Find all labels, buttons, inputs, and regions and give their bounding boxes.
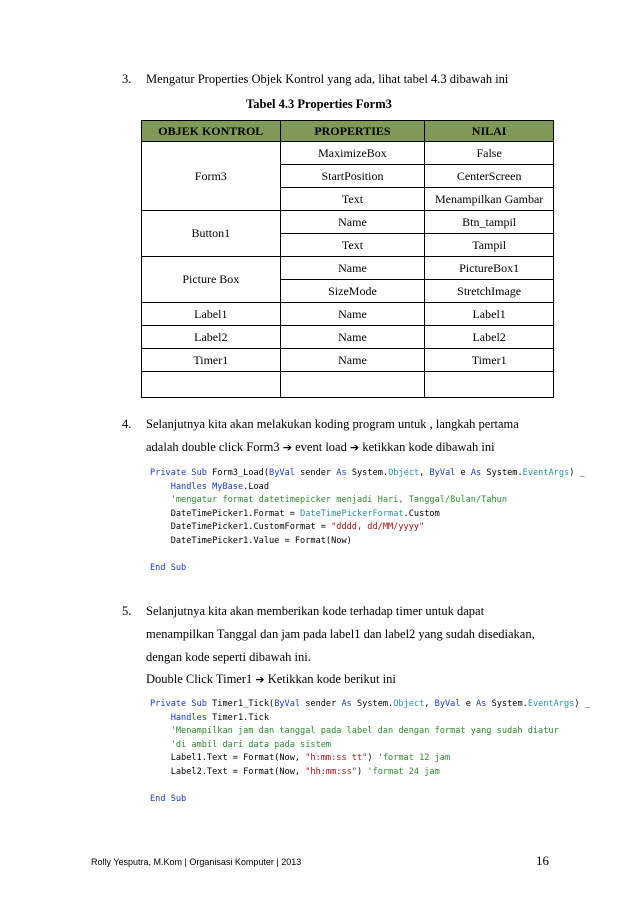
table-row-empty [142,372,554,398]
table-row [142,142,554,165]
table-cell-value: Label2 [425,326,554,349]
step-5-line-3: dengan kode seperti dibawah ini. [146,650,311,664]
table-cell-empty [142,372,281,398]
table-cell-empty [280,372,425,398]
table-cell-empty [425,372,554,398]
table-cell-value: Btn_tampil [425,211,554,234]
table-cell-value: PictureBox1 [425,257,554,280]
code-block-timer-tick [150,698,590,806]
code-line: Private Sub Form3_Load(ByVal sender As System.Object, ByVal e As System.EventArgs) _ [150,468,585,478]
step-3-text: Mengatur Properties Objek Kontrol yang ada, lihat tabel 4.3 dibawah ini [146,72,509,86]
table-cell-property: Name [280,303,425,326]
code-comment: 'Menampilkan jam dan tanggal pada label dan dengan format yang sudah diatur [170,726,559,736]
table-cell-object: Timer1 [142,349,281,372]
code-line: DateTimePicker1.Format = DateTimePickerFormat.Custom [170,508,440,519]
page-footer: Rolly Yesputra, M.Kom | Organisasi Komputer | 2013 [91,857,302,867]
table-row [142,303,554,326]
table-cell-value: StretchImage [425,280,554,303]
table-cell-property: StartPosition [280,165,425,188]
code-comment: 'mengatur format datetimepicker menjadi Hari, Tanggal/Bulan/Tahun [170,495,508,505]
table-cell-property: SizeMode [280,280,425,303]
page-number: 16 [536,853,549,868]
step-3-number: 3. [122,72,132,86]
table-cell-object: Picture Box [142,257,281,303]
table-header-cell: PROPERTIES [280,121,425,142]
table-cell-property: Name [280,211,425,234]
table-cell-value: CenterScreen [425,165,554,188]
step-4-number: 4. [122,417,132,431]
step-4-line-1: Selanjutnya kita akan melakukan koding program untuk , langkah pertama [146,417,519,431]
table-caption: Tabel 4.3 Properties Form3 [246,97,392,111]
table-cell-object: Label1 [142,303,281,326]
step-4-line-2-part-1: adalah double click Form3 [146,440,283,454]
code-line: DateTimePicker1.CustomFormat = "dddd, dd/MM/yyyy" [170,522,425,532]
table-row [142,326,554,349]
table-cell-object: Label2 [142,326,281,349]
step-4-line-2-part-2: event load [292,440,350,454]
step-5-line-4-part-1: Double Click Timer1 [146,672,256,686]
table-cell-value: False [425,142,554,165]
table-header-cell: OBJEK KONTROL [142,121,281,142]
table-cell-value: Tampil [425,234,554,257]
table-header-row [142,121,554,142]
table-cell-value: Label1 [425,303,554,326]
step-4-line-2-part-3: ketikkan kode dibawah ini [359,440,495,454]
code-line: Handles MyBase.Load [170,481,270,492]
table-cell-property: Text [280,234,425,257]
arrow-right-icon: ➔ [349,441,360,454]
arrow-right-icon: ➔ [255,673,265,686]
code-line: Label2.Text = Format(Now, "hh:mm:ss") 'format 24 jam [170,766,440,777]
step-5-number: 5. [122,604,132,618]
code-line: Private Sub Timer1_Tick(ByVal sender As System.Object, ByVal e As System.EventArgs) _ [150,699,590,709]
code-comment: 'di ambil dari data pada sistem [170,739,332,750]
step-4-line-2 [146,440,495,455]
code-line: DateTimePicker1.Value = Format(Now) [170,535,352,546]
arrow-right-icon: ➔ [282,441,292,454]
table-row [142,211,554,234]
code-end-sub: End Sub [150,562,187,573]
step-5-line-4 [146,672,396,687]
code-end-sub: End Sub [150,793,187,804]
table-cell-value: Timer1 [425,349,554,372]
table-row [142,257,554,280]
table-row [142,349,554,372]
step-5-line-4-part-2: Ketikkan kode berikut ini [264,672,396,686]
table-cell-property: Name [280,257,425,280]
table-cell-property: MaximizeBox [280,142,425,165]
table-header-cell: NILAI [425,121,554,142]
code-line: Label1.Text = Format(Now, "h:mm:ss tt") 'format 12 jam [170,753,451,763]
table-cell-object: Form3 [142,142,281,211]
table-cell-value: Menampilkan Gambar [425,188,554,211]
table-cell-property: Text [280,188,425,211]
properties-table [141,120,554,398]
table-cell-property: Name [280,349,425,372]
step-5-line-2: menampilkan Tanggal dan jam pada label1 dan label2 yang sudah disediakan, [146,627,535,641]
code-block-form-load [150,467,585,575]
table-cell-property: Name [280,326,425,349]
code-line: Handles Timer1.Tick [170,712,270,723]
table-cell-object: Button1 [142,211,281,257]
step-5-line-1: Selanjutnya kita akan memberikan kode terhadap timer untuk dapat [146,604,485,618]
